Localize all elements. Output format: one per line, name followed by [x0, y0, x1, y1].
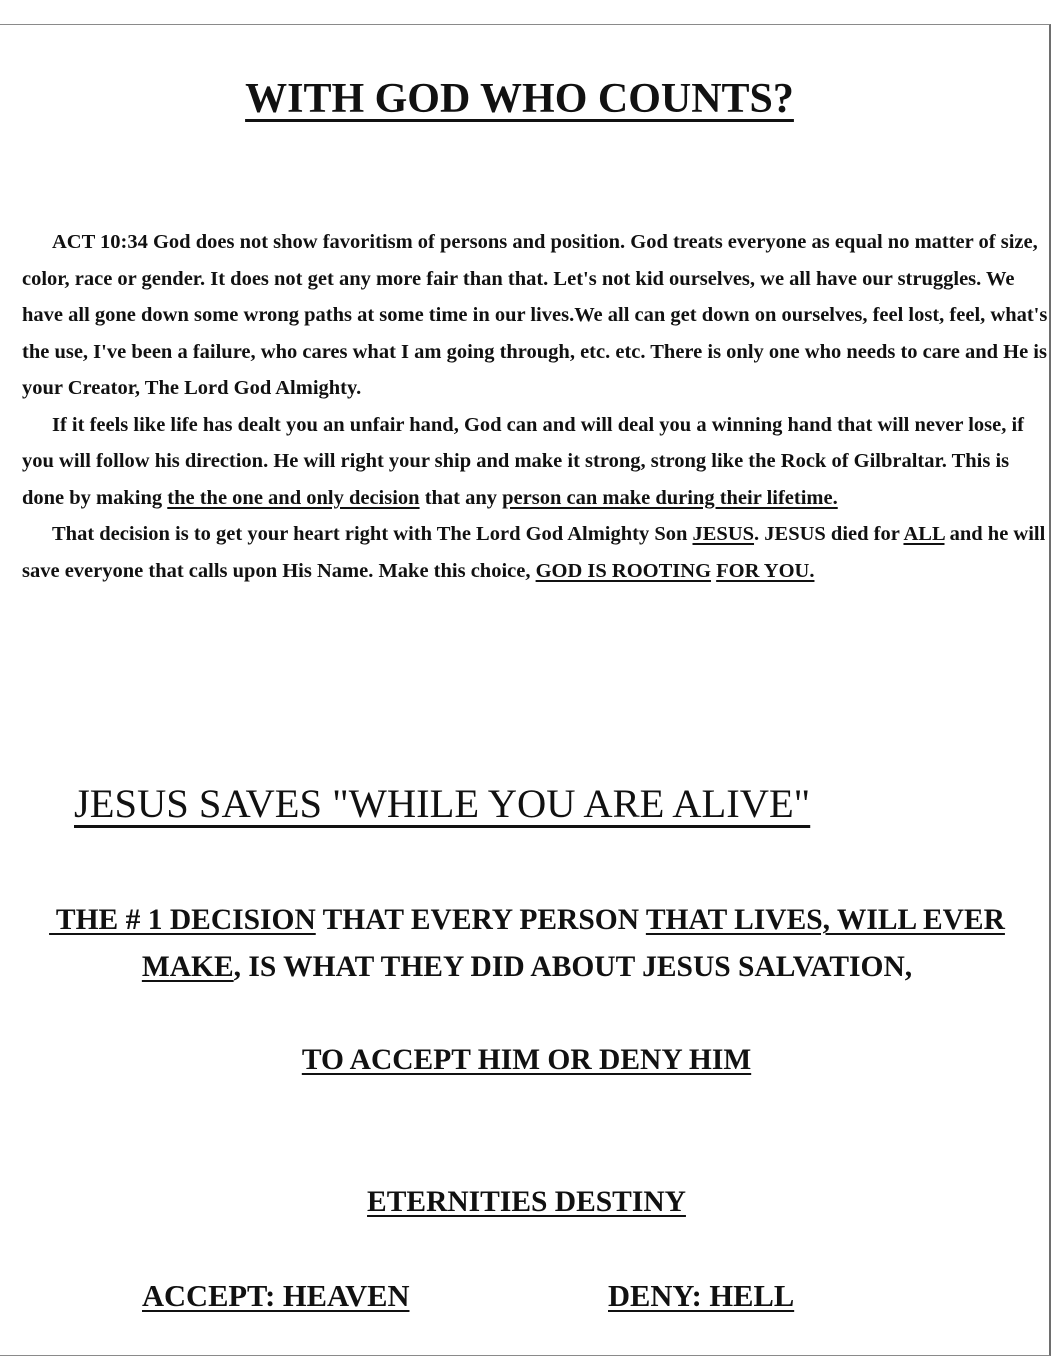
destiny-options — [82, 1278, 882, 1318]
paragraph-3-part-3: and he will save everyone that calls upon His Name. Make this choice, — [22, 523, 1046, 582]
decision-part-2: , IS WHAT THEY DID ABOUT JESUS SALVATION, — [233, 951, 913, 983]
accept-or-deny-line — [0, 1042, 1053, 1078]
paragraph-3-underline-1: JESUS — [692, 523, 755, 545]
paragraph-3-underline-2: ALL — [903, 523, 945, 545]
decision-underline-1: THE # 1 DECISION — [49, 904, 316, 936]
decision-part-1: THAT EVERY PERSON — [315, 904, 646, 936]
eternities-destiny-text: ETERNITIES DESTINY — [367, 1186, 686, 1218]
jesus-saves-heading: JESUS SAVES "WHILE YOU ARE ALIVE" — [74, 781, 811, 826]
document-title — [0, 76, 1060, 122]
paragraph-2-underline-2: person can make during their lifetime. — [502, 486, 838, 509]
paragraph-3 — [22, 516, 1052, 589]
eternities-destiny-heading — [0, 1184, 1053, 1220]
deny-hell: DENY: HELL — [608, 1279, 795, 1313]
accept-heaven: ACCEPT: HEAVEN — [142, 1279, 410, 1313]
paragraph-2-part-1: If it feels like life has dealt you an unfair hand, God can and will deal you a winning hand that will never lose, if you will follow his direction. He will right your ship and make it strong, strong like the Rock of Gilbraltar. This is done by making — [22, 413, 1024, 509]
body-text — [22, 224, 1052, 589]
paragraph-3-underline-3: GOD IS ROOTING — [535, 559, 712, 582]
paragraph-2-part-2: that any — [419, 486, 503, 509]
paragraph-3-underline-4: FOR YOU. — [716, 559, 815, 582]
decision-underline-2: THAT LIVES, WILL EVER MAKE — [141, 904, 1005, 983]
document-title-text: WITH GOD WHO COUNTS? — [245, 76, 794, 122]
paragraph-3-part-2: . JESUS died for — [754, 523, 904, 545]
paragraph-2-underline-1: the the one and only decision — [167, 486, 420, 509]
paragraph-2 — [22, 407, 1052, 517]
paragraph-3-part-1: That decision is to get your heart right with The Lord God Almighty Son — [52, 523, 693, 545]
accept-or-deny-text: TO ACCEPT HIM OR DENY HIM — [301, 1044, 752, 1076]
paragraph-1: ACT 10:34 God does not show favoritism of persons and position. God treats everyone as equal no matter of size, color, race or gender. It does not get any more fair than that. Let's not kid ourselves, we all have our struggles. We have all gone down some wrong paths at some time in our lives.We all can get down on ourselves, feel lost, feel, what's the use, I've been a failure, who cares what I am going through, etc. etc. There is only one who needs to care and He is your Creator, The Lord God Almighty. — [22, 231, 1048, 399]
decision-statement — [22, 897, 1032, 991]
